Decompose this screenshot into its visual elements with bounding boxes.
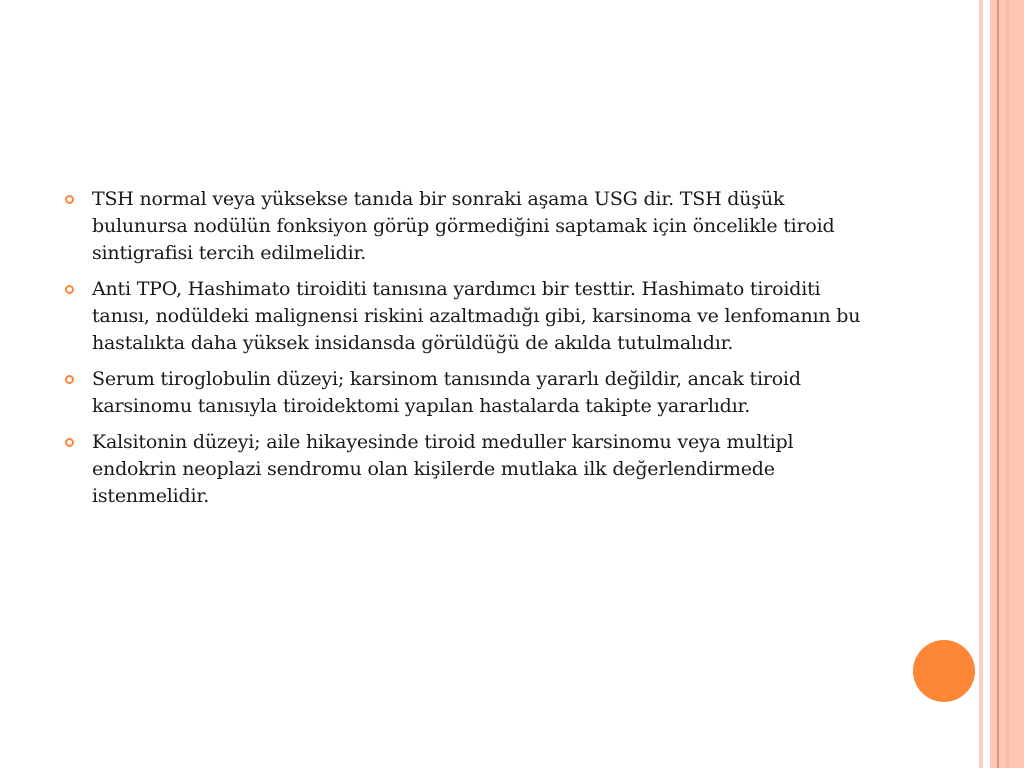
bullet-text: TSH normal veya yüksekse tanıda bir sonraki aşama USG dir. TSH düşük bulunursa nodülün fonksiyon görüp görmediğini saptamak için öncelikle tiroid sintigrafisi tercih edilmelidir. — [92, 188, 835, 264]
decorative-stripe-thin — [979, 0, 983, 768]
bullet-text: Serum tiroglobulin düzeyi; karsinom tanısında yararlı değildir, ancak tiroid karsinomu tanısıyla tiroidektomi yapılan hastalarda takipte yararlıdır. — [92, 368, 801, 417]
bullet-text: Anti TPO, Hashimato tiroiditi tanısına yardımcı bir testtir. Hashimato tiroiditi tanısı, nodüldeki malignensi riskini azaltmadığı gibi, karsinoma ve lenfomanın bu hastalıkta daha yüksek insidansda görüldüğü de akılda tutulmalıdır. — [92, 278, 861, 354]
bullet-item — [62, 276, 882, 357]
bullet-circle-icon — [65, 195, 74, 204]
slide-content — [62, 186, 882, 519]
bullet-item — [62, 366, 882, 420]
decorative-stripe-accent — [1006, 0, 1009, 768]
decorative-stripe-line — [997, 0, 999, 768]
bullet-circle-icon — [65, 438, 74, 447]
decorative-orange-circle — [913, 640, 975, 702]
bullet-item — [62, 429, 882, 510]
bullet-text: Kalsitonin düzeyi; aile hikayesinde tiroid meduller karsinomu veya multipl endokrin neoplazi sendromu olan kişilerde mutlaka ilk değerlendirmede istenmelidir. — [92, 431, 794, 507]
bullet-circle-icon — [65, 285, 74, 294]
bullet-item — [62, 186, 882, 267]
bullet-circle-icon — [65, 375, 74, 384]
